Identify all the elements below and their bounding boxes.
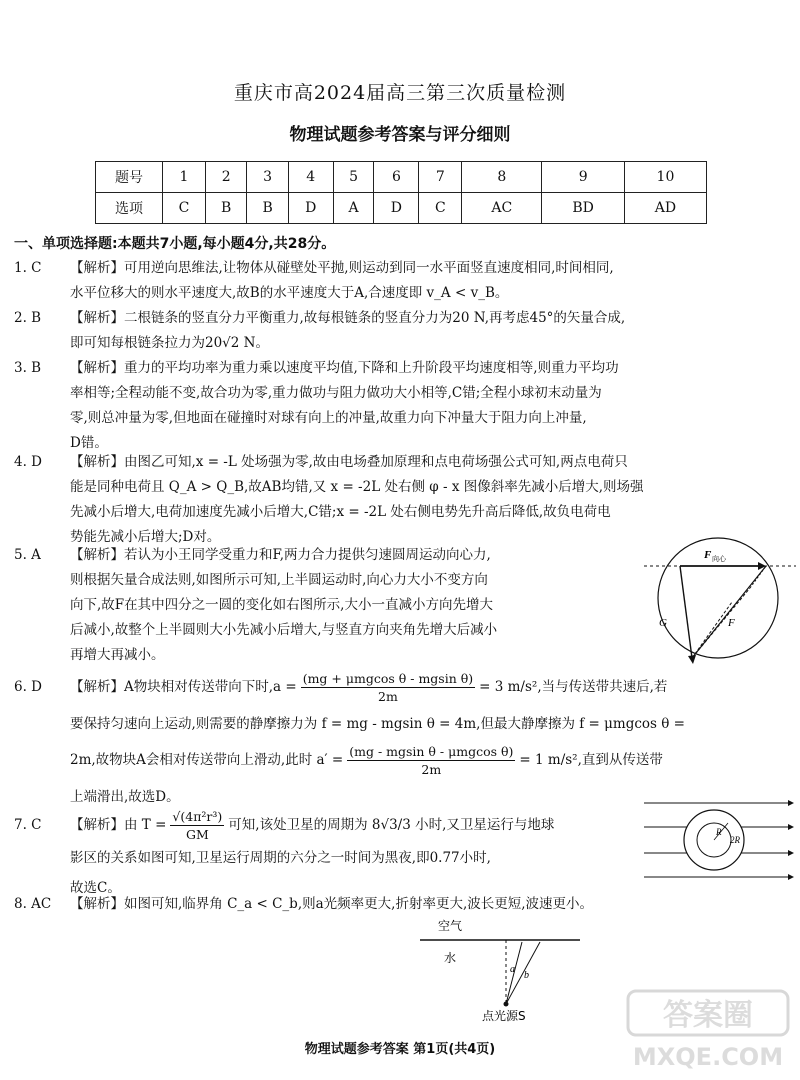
ray-a-label: a [510,964,515,975]
question-text-line: 【解析】若认为小王同学受重力和F,两力合力提供匀速圆周运动向心力, [70,547,491,563]
fraction-denominator: 2m [378,689,398,704]
question-text-line: 水平位移大的则水平速度大,故B的水平速度大于A,合速度即 v_A < v_B。 [70,285,509,301]
fraction [170,808,224,843]
question-5 [14,543,497,668]
table-row-answers [96,193,707,224]
gravity-label: G [659,617,667,629]
question-text-line: 【解析】重力的平均功率为重力乘以速度平均值,下降和上升阶段平均速度相等,则重力平均功 [70,360,619,376]
question-text-line: 【解析】A物块相对传送带向下时,a = [70,679,297,695]
question-number: 2. B [14,310,42,326]
force-label: F [704,549,712,561]
question-4 [14,450,644,550]
table-cell: 9 [542,162,625,193]
table-cell: 7 [419,162,462,193]
question-text-line: = 3 m/s²,当与传送带共速后,若 [479,679,668,695]
question-text-line: 【解析】可用逆向思维法,让物体从碰壁处平抛,则运动到同一水平面竖直速度相同,时间相同, [70,260,614,276]
question-text-line: 再增大再减小。 [70,647,165,663]
table-cell: 8 [462,162,542,193]
question-text-line: 可知,该处卫星的周期为 8√3/3 小时,又卫星运行与地球 [228,817,555,833]
question-text-line: 则根据矢量合成法则,如图所示可知,上半圆运动时,向心力大小不变方向 [70,572,488,588]
question-text-line: 先减小后增大,电荷加速度先减小后增大,C错;x = -2L 处右侧电势先升高后降低,故负电荷电 [70,504,611,520]
fraction [347,743,515,778]
water-label: 水 [444,951,457,965]
table-cell: 4 [288,162,333,193]
question-number: 4. D [14,454,42,470]
question-text-line: D错。 [70,435,108,451]
table-row-label: 题号 [96,162,163,193]
watermark-logo [620,985,795,1075]
table-row-label: 选项 [96,193,163,224]
section-heading: 一、单项选择题:本题共7小题,每小题4分,共28分。 [14,236,336,252]
question-text-line: = 1 m/s²,直到从传送带 [519,752,663,768]
table-cell: 10 [624,162,706,193]
force-subscript: 向心 [712,555,726,563]
svg-text:答案圈: 答案圈 [663,998,753,1033]
table-cell: BD [542,193,625,224]
question-text-line: 零,则总冲量为零,但地面在碰撞时对球有向上的冲量,故重力向下冲量大于阻力向上冲量, [70,410,587,426]
question-7 [14,808,554,903]
question-text-line: 要保持匀速向上运动,则需要的静摩擦力为 f = mg - mgsin θ = 4m,但最大静摩擦为 f = μmgcos θ = [70,716,685,732]
table-cell: 2 [205,162,246,193]
question-1 [14,256,614,306]
question-text-line: 率相等;全程动能不变,故合功为零,重力做功与阻力做功大小相等,C错;全程小球初末动量为 [70,385,602,401]
question-3 [14,356,619,456]
ray-b-label: b [524,970,529,981]
question-text-line: 【解析】如图可知,临界角 C_a < C_b,则a光频率更大,折射率更大,波长更短,波速更小。 [70,896,594,912]
air-label: 空气 [438,919,463,933]
page-subtitle: 物理试题参考答案与评分细则 [289,125,511,145]
force-f-label: F [728,617,735,629]
table-cell: C [419,193,462,224]
question-text-line: 2m,故物块A会相对传送带向上滑动,此时 a′ = [70,752,344,768]
fraction-denominator: 2m [421,762,442,777]
table-cell: 5 [333,162,374,193]
question-text-line: 【解析】由 T = [70,817,167,833]
svg-text:MXQE.COM: MXQE.COM [632,1043,784,1071]
question-text-line: 势能先减小后增大;D对。 [70,529,221,545]
question-text-line: 【解析】由图乙可知,x = -L 处场强为零,故由电场叠加原理和点电荷场强公式可知,两点电荷只 [70,454,628,470]
question-text-line: 后减小,故整个上半圆则大小先减小后增大,与竖直方向夹角先增大后减小 [70,622,498,638]
table-cell: B [247,193,288,224]
table-cell: AD [624,193,706,224]
question-number: 7. C [14,817,42,833]
fraction-numerator: (mg + μmgcos θ - mgsin θ) [302,671,474,686]
fraction [301,670,475,705]
light-source-label: 点光源S [482,1009,526,1023]
table-cell: 6 [374,162,419,193]
question-number: 5. A [14,547,41,563]
table-cell: B [205,193,246,224]
question-number: 1. C [14,260,42,276]
question-text-line: 【解析】二根链条的竖直分力平衡重力,故每根链条的竖直分力为20 N,再考虑45°的矢量合成, [70,310,626,326]
answer-table [95,161,707,224]
question-6 [14,670,685,812]
question-number: 3. B [14,360,42,376]
table-cell: C [163,193,206,224]
fraction-numerator: (mg - mgsin θ - μmgcos θ) [349,744,514,759]
question-number: 8. AC [14,896,52,912]
page-footer: 物理试题参考答案 第1页(共4页) [304,1042,496,1057]
table-cell: 1 [163,162,206,193]
question-2 [14,306,625,356]
question-text-line: 上端滑出,故选D。 [70,789,180,805]
orbit-radius-label: 2R [730,835,740,845]
table-cell: 3 [247,162,288,193]
table-cell: A [333,193,374,224]
question-text-line: 即可知每根链条拉力为20√2 N。 [70,335,269,351]
table-cell: AC [462,193,542,224]
question-text-line: 能是同种电荷且 Q_A > Q_B,故AB均错,又 x = -2L 处右侧 φ - x 图像斜率先减小后增大,则场强 [70,479,644,495]
force-diagram [640,530,798,670]
fraction-numerator: √(4π²r³) [172,809,223,824]
radius-label: R [716,827,722,837]
fraction-denominator: GM [185,827,209,842]
page-title: 重庆市高2024届高三第三次质量检测 [233,82,567,104]
table-cell: D [288,193,333,224]
refraction-diagram [420,912,580,1024]
orbit-diagram [640,795,796,885]
table-row-numbers [96,162,707,193]
question-text-line: 向下,故F在其中四分之一圆的变化如右图所示,大小一直减小方向先增大 [70,597,493,613]
question-number: 6. D [14,679,42,695]
table-cell: D [374,193,419,224]
question-text-line: 故选C。 [70,880,121,896]
question-text-line: 影区的关系如图可知,卫星运行周期的六分之一时间为黑夜,即0.77小时, [70,850,491,866]
